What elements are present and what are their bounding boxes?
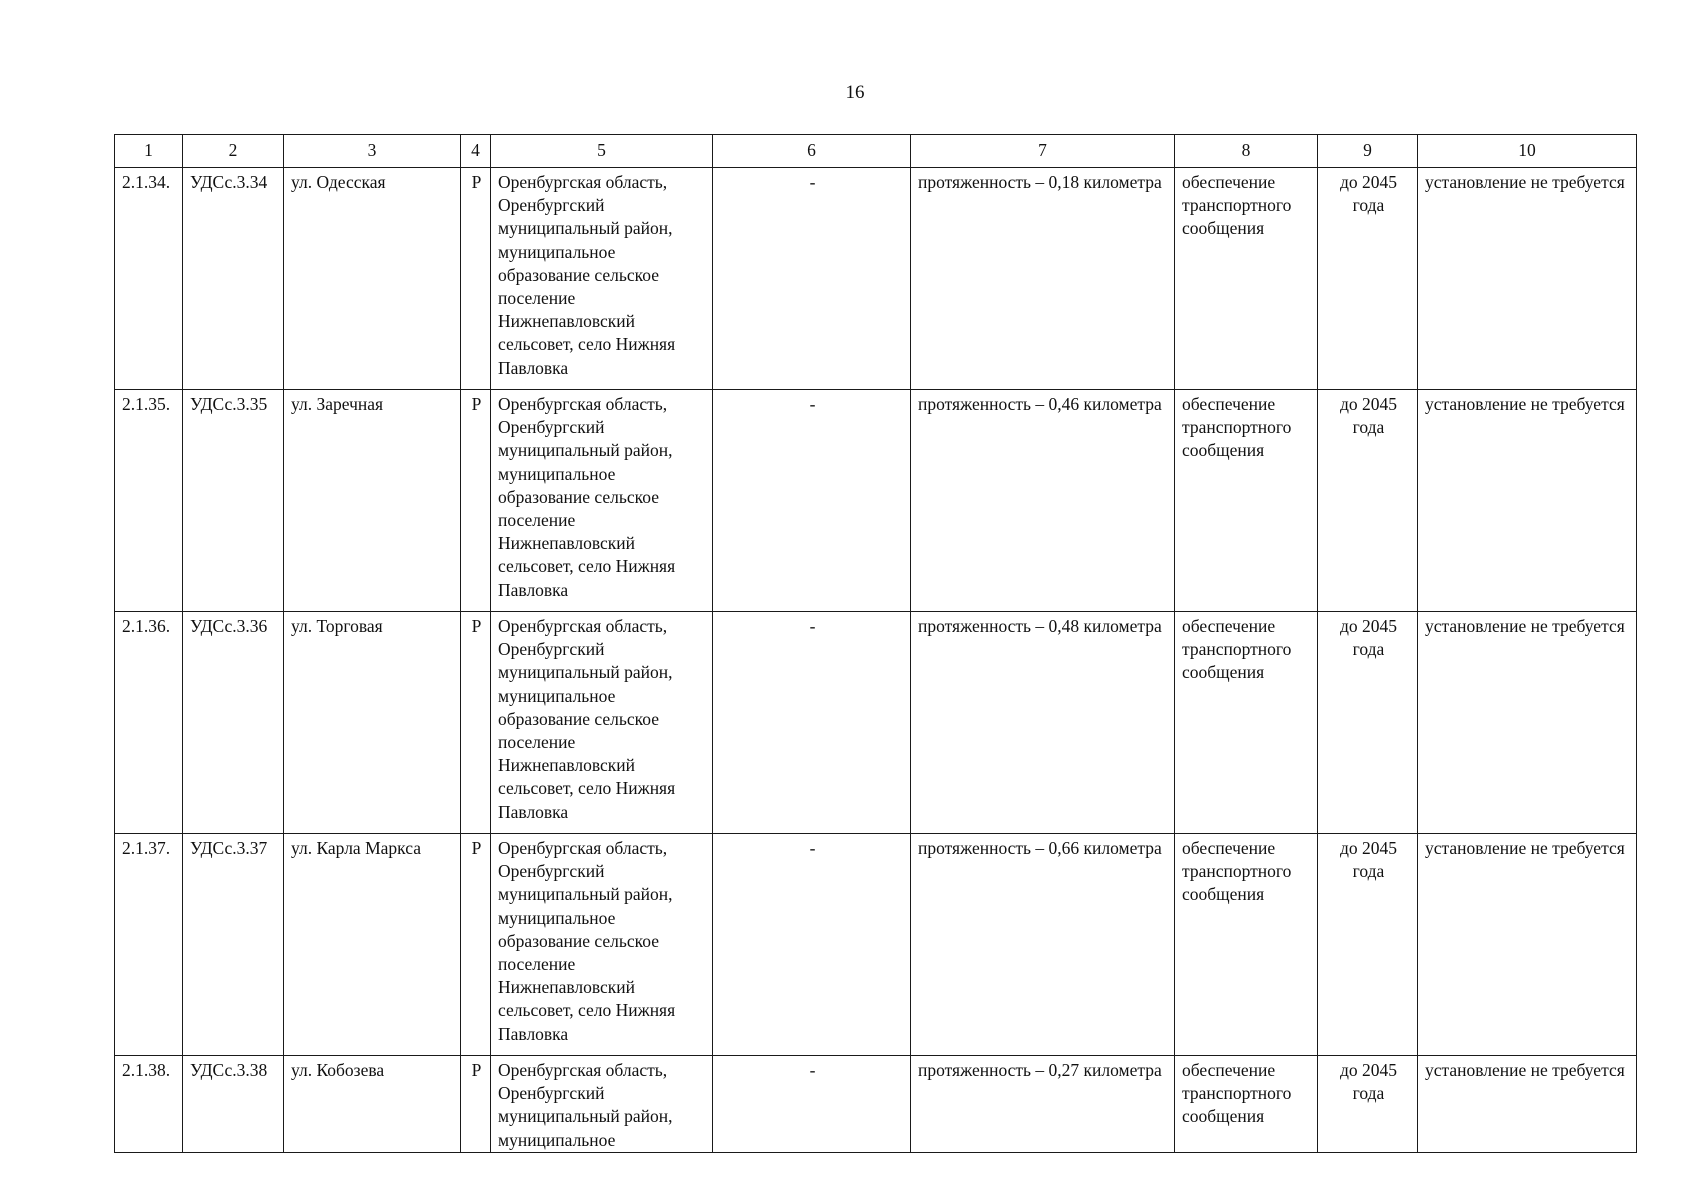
purpose: обеспечение транспортного сообщения	[1175, 168, 1318, 390]
column-header: 3	[284, 135, 461, 168]
page-number: 16	[845, 82, 865, 103]
object-type: Р	[461, 168, 491, 390]
column-6-value: -	[713, 834, 911, 1056]
location: Оренбургская область, Оренбургский муниципальный район, муниципальное образование сельское поселение Нижнепавловский сельсовет, село Нижняя Павловка	[491, 834, 713, 1056]
column-header: 6	[713, 135, 911, 168]
column-header: 9	[1318, 135, 1418, 168]
table-row	[115, 834, 1637, 1056]
street-name: ул. Одесская	[284, 168, 461, 390]
location: Оренбургская область, Оренбургский муниципальный район, муниципальное образование сельское поселение Нижнепавловский сельсовет, село Нижняя Павловка	[491, 390, 713, 612]
length: протяженность – 0,66 километра	[911, 834, 1175, 1056]
zone-status: установление не требуется	[1418, 390, 1637, 612]
column-6-value: -	[713, 1056, 911, 1153]
zone-status: установление не требуется	[1418, 834, 1637, 1056]
period: до 2045 года	[1318, 168, 1418, 390]
object-code: УДСс.3.34	[183, 168, 284, 390]
column-6-value: -	[713, 390, 911, 612]
object-type: Р	[461, 390, 491, 612]
purpose: обеспечение транспортного сообщения	[1175, 1056, 1318, 1153]
column-header: 2	[183, 135, 284, 168]
object-type: Р	[461, 612, 491, 834]
period: до 2045 года	[1318, 390, 1418, 612]
length: протяженность – 0,18 километра	[911, 168, 1175, 390]
object-type: Р	[461, 1056, 491, 1153]
table-row	[115, 612, 1637, 834]
location: Оренбургская область, Оренбургский муниципальный район, муниципальное образование сельское поселение Нижнепавловский сельсовет, село Нижняя Павловка	[491, 612, 713, 834]
purpose: обеспечение транспортного сообщения	[1175, 612, 1318, 834]
object-code: УДСс.3.35	[183, 390, 284, 612]
column-header: 10	[1418, 135, 1637, 168]
location: Оренбургская область, Оренбургский муниципальный район, муниципальное	[491, 1056, 713, 1153]
object-type: Р	[461, 834, 491, 1056]
zone-status: установление не требуется	[1418, 612, 1637, 834]
objects-table	[114, 134, 1637, 1153]
street-name: ул. Кобозева	[284, 1056, 461, 1153]
header-row	[115, 135, 1637, 168]
table-row	[115, 390, 1637, 612]
column-header: 7	[911, 135, 1175, 168]
location: Оренбургская область, Оренбургский муниципальный район, муниципальное образование сельское поселение Нижнепавловский сельсовет, село Нижняя Павловка	[491, 168, 713, 390]
street-name: ул. Карла Маркса	[284, 834, 461, 1056]
object-code: УДСс.3.38	[183, 1056, 284, 1153]
zone-status: установление не требуется	[1418, 1056, 1637, 1153]
length: протяженность – 0,48 километра	[911, 612, 1175, 834]
column-header: 4	[461, 135, 491, 168]
column-header: 1	[115, 135, 183, 168]
street-name: ул. Заречная	[284, 390, 461, 612]
row-number: 2.1.38.	[115, 1056, 183, 1153]
row-number: 2.1.36.	[115, 612, 183, 834]
purpose: обеспечение транспортного сообщения	[1175, 390, 1318, 612]
object-code: УДСс.3.36	[183, 612, 284, 834]
length: протяженность – 0,27 километра	[911, 1056, 1175, 1153]
row-number: 2.1.37.	[115, 834, 183, 1056]
column-header: 5	[491, 135, 713, 168]
column-header: 8	[1175, 135, 1318, 168]
street-name: ул. Торговая	[284, 612, 461, 834]
period: до 2045 года	[1318, 834, 1418, 1056]
purpose: обеспечение транспортного сообщения	[1175, 834, 1318, 1056]
row-number: 2.1.35.	[115, 390, 183, 612]
zone-status: установление не требуется	[1418, 168, 1637, 390]
table-row	[115, 1056, 1637, 1153]
row-number: 2.1.34.	[115, 168, 183, 390]
period: до 2045 года	[1318, 612, 1418, 834]
table-row	[115, 168, 1637, 390]
column-6-value: -	[713, 168, 911, 390]
column-6-value: -	[713, 612, 911, 834]
object-code: УДСс.3.37	[183, 834, 284, 1056]
length: протяженность – 0,46 километра	[911, 390, 1175, 612]
period: до 2045 года	[1318, 1056, 1418, 1153]
